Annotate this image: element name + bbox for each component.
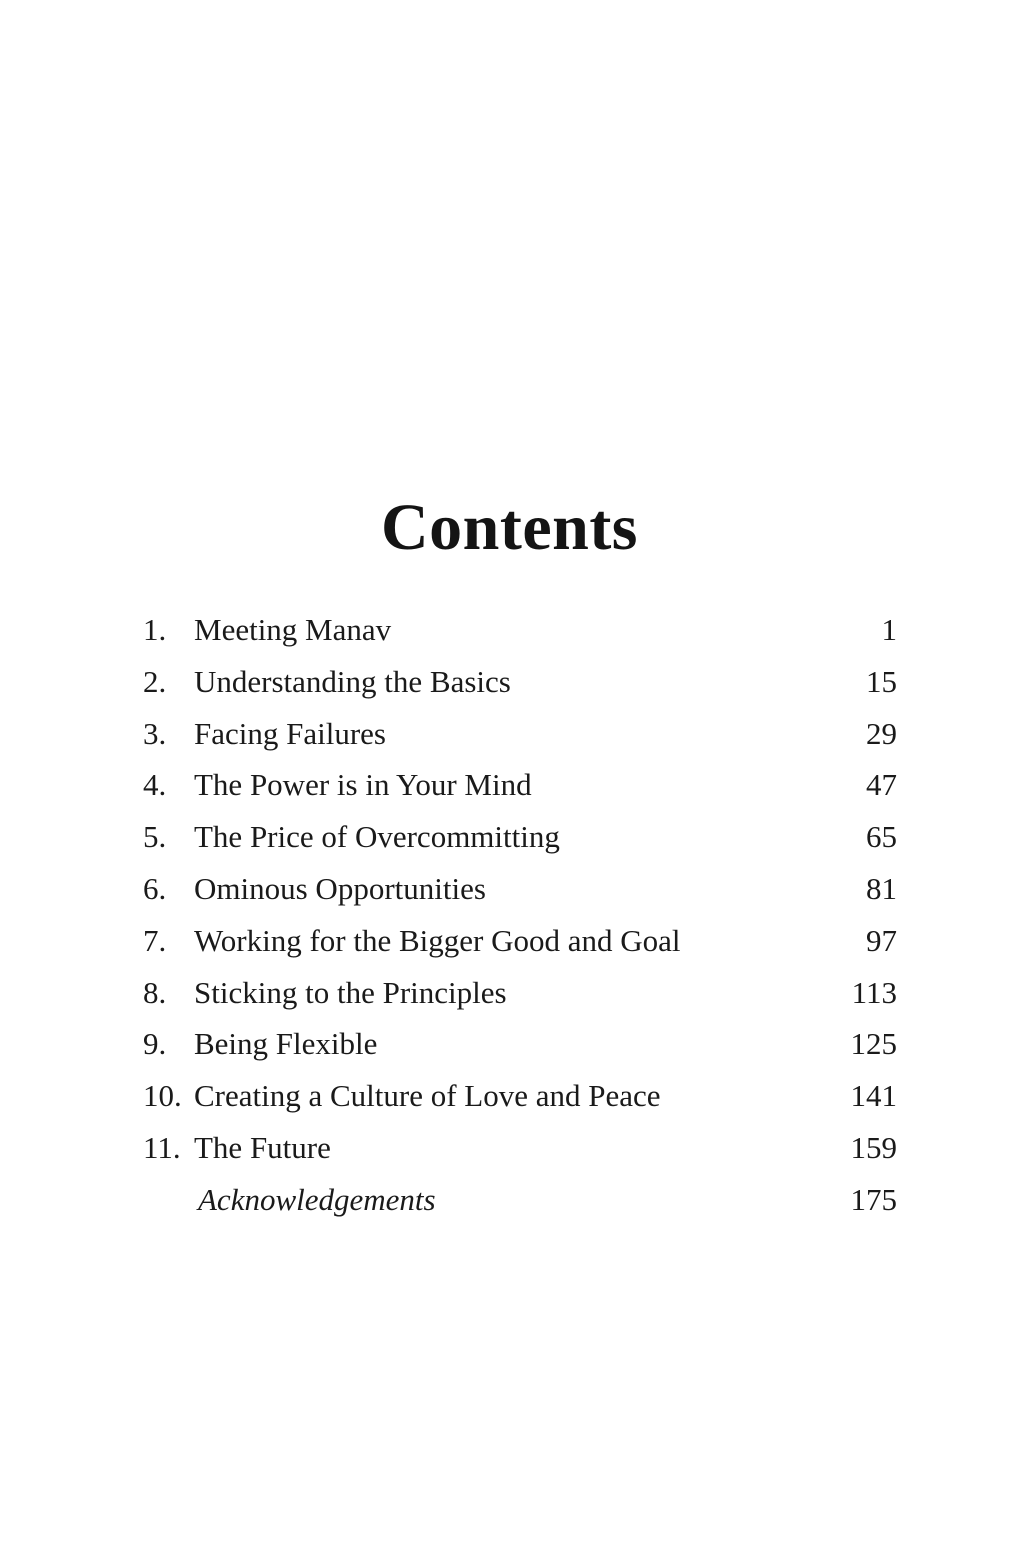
entry-number: 2. [143, 663, 167, 699]
toc-entry-6 [143, 863, 897, 915]
toc-entry-2 [143, 656, 897, 708]
toc-entry-9 [143, 1018, 897, 1070]
toc-entry-1 [143, 604, 897, 656]
entry-title: Understanding the Basics [194, 663, 511, 699]
entry-page-number: 1 [881, 612, 897, 647]
entry-page-number: 159 [850, 1129, 897, 1165]
entry-page-number: 141 [850, 1078, 897, 1114]
entry-title: The Future [194, 1129, 331, 1165]
entry-number: 10. [143, 1078, 182, 1114]
toc-entry-3 [143, 708, 897, 760]
entry-title: Sticking to the Principles [194, 974, 507, 1010]
entry-number: 11. [143, 1129, 181, 1165]
entry-number: 4. [143, 767, 167, 803]
entry-page-number: 65 [866, 819, 897, 855]
entry-title: The Power is in Your Mind [194, 767, 532, 803]
entry-title: Ominous Opportunities [194, 870, 486, 906]
entry-page-number: 113 [851, 974, 897, 1010]
toc-entry-4 [143, 759, 897, 811]
entry-number: 3. [143, 715, 167, 751]
entry-number: 6. [143, 870, 167, 906]
page-title: Contents [380, 491, 638, 564]
toc-entry-11 [143, 1122, 897, 1174]
entry-number: 8. [143, 974, 167, 1010]
entry-number: 5. [143, 819, 167, 855]
entry-title: The Price of Overcommitting [194, 819, 560, 855]
entry-page-number: 125 [850, 1026, 897, 1062]
entry-page-number: 29 [866, 715, 897, 751]
entry-title: Facing Failures [194, 715, 386, 751]
entry-title: Working for the Bigger Good and Goal [194, 922, 681, 958]
entry-page-number: 47 [866, 767, 897, 803]
table-of-contents [143, 604, 897, 1226]
entry-page-number: 15 [866, 663, 897, 699]
entry-number: 7. [143, 922, 167, 958]
entry-page-number: 175 [850, 1181, 897, 1217]
entry-title: Being Flexible [194, 1026, 378, 1062]
entry-title: Meeting Manav [194, 612, 392, 647]
toc-entry-acknowledgements [143, 1174, 897, 1226]
toc-entry-5 [143, 811, 897, 863]
entry-number: 1. [143, 612, 167, 647]
toc-entry-10 [143, 1070, 897, 1122]
entry-page-number: 97 [866, 922, 897, 958]
toc-entry-7 [143, 915, 897, 967]
entry-title: Acknowledgements [198, 1181, 436, 1217]
entry-page-number: 81 [866, 870, 897, 906]
entry-number: 9. [143, 1026, 167, 1062]
entry-title: Creating a Culture of Love and Peace [194, 1078, 661, 1114]
toc-entry-8 [143, 967, 897, 1019]
